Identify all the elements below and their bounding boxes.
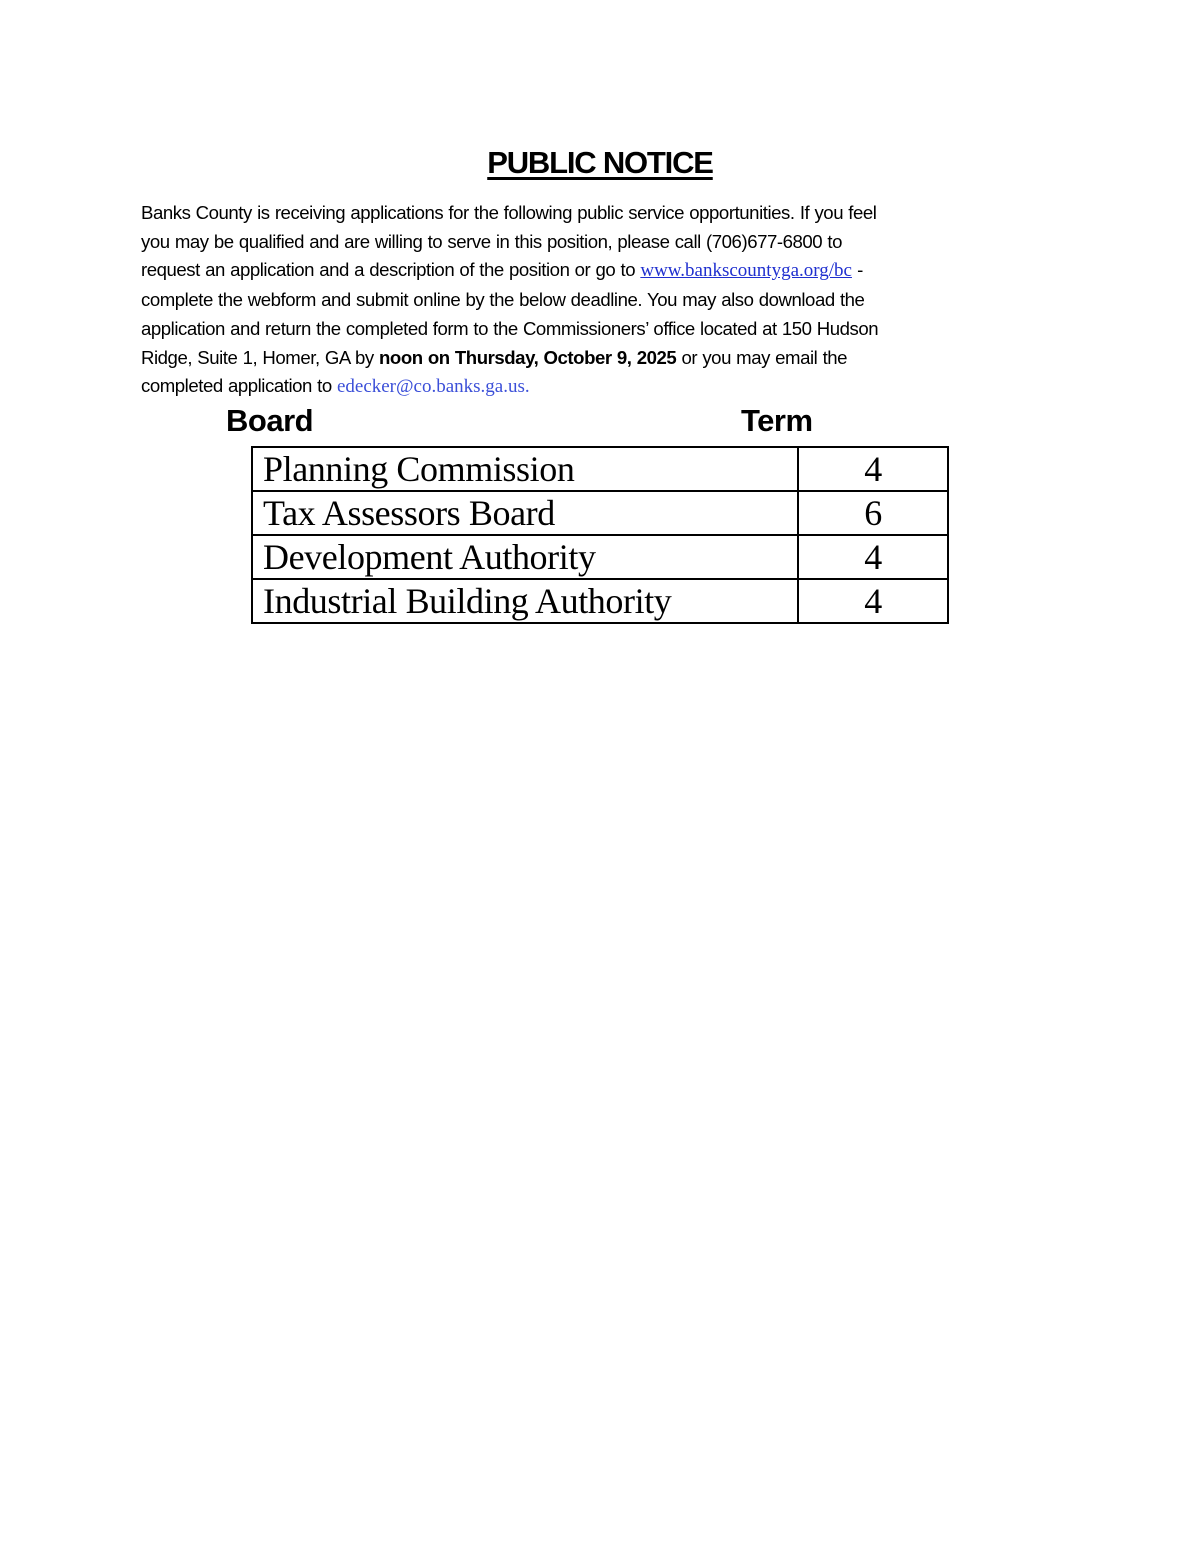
- boards-table: [251, 446, 949, 624]
- board-name-cell: Tax Assessors Board: [252, 491, 798, 535]
- table-row: [252, 447, 948, 491]
- email-link[interactable]: edecker@co.banks.ga.us.: [336, 376, 530, 398]
- term-cell: 4: [798, 447, 948, 491]
- board-name-cell: Planning Commission: [252, 447, 798, 491]
- term-column-header: Term: [741, 403, 813, 438]
- term-cell: 6: [798, 491, 948, 535]
- paragraph-text: -: [851, 259, 863, 281]
- board-column-header: Board: [226, 403, 314, 438]
- website-link[interactable]: www.bankscountyga.org/bc: [640, 260, 852, 282]
- paragraph-line: [141, 344, 1066, 373]
- paragraph-line: you may be qualified and are willing to serve in this position, please call (706)677-6800 to: [141, 230, 842, 252]
- paragraph-text: request an application and a description of the position or go to: [141, 259, 641, 281]
- paragraph-line: complete the webform and submit online by the below deadline. You may also download the: [141, 289, 865, 311]
- term-cell: 4: [798, 535, 948, 579]
- paragraph-text: Ridge, Suite 1, Homer, GA by: [141, 346, 379, 368]
- board-name-cell: Development Authority: [252, 535, 798, 579]
- title-text: PUBLIC NOTICE: [487, 145, 713, 180]
- table-row: [252, 491, 948, 535]
- paragraph-text: completed application to: [141, 375, 337, 397]
- term-cell: 4: [798, 579, 948, 623]
- paragraph-line: [141, 372, 1066, 402]
- page-title: [0, 145, 1200, 181]
- paragraph-line: Banks County is receiving applications for the following public service opportunities. If you feel: [141, 202, 877, 223]
- paragraph-line: application and return the completed form to the Commissioners’ office located at 150 Hudson: [141, 317, 879, 339]
- board-name-cell: Industrial Building Authority: [252, 579, 798, 623]
- notice-paragraph: [141, 199, 1066, 402]
- table-row: [252, 579, 948, 623]
- table-row: [252, 535, 948, 579]
- paragraph-text: or you may email the: [676, 346, 848, 368]
- deadline-text: noon on Thursday, October 9, 2025: [379, 346, 677, 368]
- paragraph-line: [141, 256, 1066, 286]
